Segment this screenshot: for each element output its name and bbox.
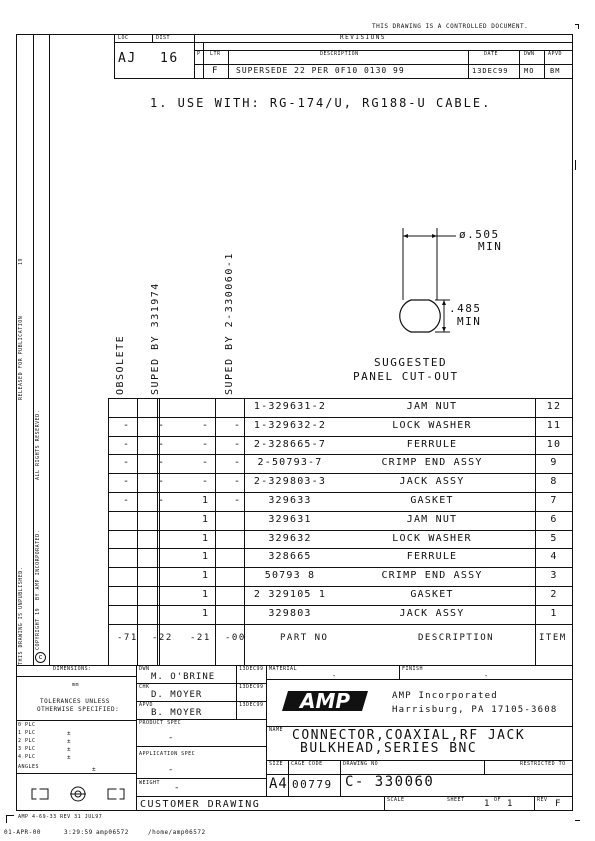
bom-qty-c2: -: [158, 495, 166, 506]
bom-qty-c4: -: [234, 457, 242, 469]
weight: -: [174, 783, 181, 793]
drawing-title-2: BULKHEAD,SERIES BNC: [300, 741, 478, 756]
bom-qty-c3: 1: [202, 513, 210, 525]
form-number: AMP 4-69-33 REV 31 JUL97: [18, 814, 103, 820]
bom-description: LOCK WASHER: [392, 419, 472, 431]
bom-item-number: 9: [550, 457, 558, 469]
corner-mark: [6, 815, 7, 823]
bom-qty-c1: -: [123, 457, 131, 469]
plc-3: 3 PLC: [18, 746, 36, 752]
sheet-number: 1: [484, 799, 491, 809]
rev-letter: F: [555, 799, 562, 809]
product-spec: -: [168, 733, 175, 743]
rev-date: 13DEC99: [472, 67, 509, 75]
corner-mark: [6, 815, 14, 816]
bom-qty-c1: -: [123, 495, 131, 506]
bom-item-number: 8: [550, 476, 558, 488]
bom-description: LOCK WASHER: [392, 532, 472, 544]
cable-note: 1. USE WITH: RG-174/U, RG188-U CABLE.: [150, 96, 492, 110]
bom-head-c2: -22: [152, 633, 173, 643]
product-spec-label: PRODUCT SPEC: [139, 720, 182, 726]
rev-ltr: F: [212, 66, 219, 76]
corner-mark: [575, 820, 580, 821]
bom-part-number: 2-329803-3: [253, 476, 327, 488]
company-name: AMP Incorporated: [392, 691, 498, 701]
bom-part-number: 2 329105 1: [253, 589, 327, 600]
application-spec-label: APPLICATION SPEC: [139, 751, 196, 757]
bom-description: JAM NUT: [406, 401, 458, 412]
cutout-diameter-min: MIN: [478, 240, 503, 253]
bom-head-c4: -00: [225, 633, 246, 643]
material-label: MATERIAL: [269, 666, 298, 672]
rev-apvd-label: APVD: [548, 51, 563, 57]
dimensions-title: DIMENSIONS:: [53, 666, 92, 672]
bom-qty-c1: -: [123, 438, 131, 450]
weight-label: WEIGHT: [139, 780, 161, 786]
cutout-diameter: ø.505: [459, 228, 500, 241]
drawing-no-label: DRAWING NO: [343, 761, 379, 767]
bom-description: FERRULE: [406, 438, 458, 450]
bom-qty-c2: -: [158, 476, 166, 488]
bom-head-desc: DESCRIPTION: [418, 633, 495, 643]
name-label: NAME: [269, 727, 284, 733]
plot-date: 01-APR-00: [4, 829, 42, 836]
margin-released: RELEASED FOR PUBLICATION: [18, 315, 24, 400]
corner-mark: [575, 160, 576, 170]
rev-dwn-label: DWN: [524, 51, 535, 57]
bom-item-number: 11: [546, 419, 562, 431]
bom-qty-c3: -: [202, 476, 210, 488]
chk-date: 13DEC99: [239, 684, 264, 690]
sheet-total: 1: [507, 799, 514, 809]
finish-label: FINISH: [402, 666, 424, 672]
cutout-caption-1: SUGGESTED: [374, 356, 448, 369]
bom-part-number: 1-329631-2: [253, 401, 327, 412]
bom-part-number: 329803: [268, 607, 312, 619]
bom-item-number: 1: [550, 607, 558, 619]
restricted-to-label: RESTRICTED TO: [520, 761, 566, 767]
controlled-document-note: THIS DRAWING IS A CONTROLLED DOCUMENT.: [372, 23, 529, 30]
bom-part-number: 329631: [268, 513, 312, 525]
bom-qty-c3: -: [202, 438, 210, 450]
apvd-date: 13DEC99: [239, 702, 264, 708]
size-label: SIZE: [269, 761, 284, 767]
dwn-name: M. O'BRINE: [151, 672, 216, 682]
plot-doc: amp06572: [96, 829, 129, 836]
bom-description: GASKET: [410, 589, 454, 600]
bom-item-number: 10: [546, 438, 562, 450]
bom-item-number: 7: [550, 495, 558, 506]
bom-head-c3: -21: [190, 633, 211, 643]
bom-qty-c2: -: [158, 457, 166, 469]
bom-qty-c1: -: [123, 476, 131, 488]
bom-qty-c2: -: [158, 419, 166, 431]
rev-p-label: P: [197, 51, 201, 57]
cutout-flat: .485: [449, 302, 482, 315]
corner-mark: [578, 24, 579, 29]
cutout-flat-min: MIN: [457, 315, 482, 328]
column-label-suped-by-331974: SUPED BY 331974: [150, 282, 161, 395]
bom-head-c1: -71: [117, 633, 138, 643]
bom-item-number: 6: [550, 513, 558, 525]
loc-label: LOC: [118, 35, 129, 41]
finish: -: [484, 672, 490, 680]
rev-date-label: DATE: [484, 51, 499, 57]
tolerances-line-2: OTHERWISE SPECIFIED:: [37, 706, 120, 713]
angles-label: ANGLES: [18, 764, 40, 770]
projection-symbol-icon: [30, 785, 128, 803]
plot-path: /home/amp06572: [148, 829, 206, 836]
bom-part-number: 328665: [268, 551, 312, 563]
bom-qty-c3: 1: [202, 532, 210, 544]
dwn-label: DWN: [139, 666, 150, 672]
bom-description: CRIMP END ASSY: [381, 570, 483, 582]
bom-description: FERRULE: [406, 551, 458, 563]
cutout-caption-2: PANEL CUT-OUT: [353, 370, 459, 383]
margin-unpublished: THIS DRAWING IS UNPUBLISHED.: [18, 566, 24, 665]
margin-copyright: BY AMP INCORPORATED.: [35, 529, 41, 600]
bom-qty-c4: -: [234, 495, 242, 506]
margin-copyright-year: COPYRIGHT 19: [35, 607, 41, 650]
tolerances-line-1: TOLERANCES UNLESS: [40, 698, 110, 705]
rev-desc-label: DESCRIPTION: [320, 51, 359, 57]
plot-time: 3:29:59: [64, 829, 93, 836]
rev-ltr-label: LTR: [210, 51, 221, 57]
bom-qty-c3: -: [202, 457, 210, 469]
amp-logo: [282, 689, 370, 713]
bom-qty-c3: 1: [202, 589, 210, 600]
dist-label: DIST: [156, 35, 171, 41]
margin-rights: ALL RIGHTS RESERVED.: [35, 409, 41, 480]
bom-qty-c4: -: [234, 438, 242, 450]
bom-item-number: 3: [550, 570, 558, 582]
customer-drawing: CUSTOMER DRAWING: [140, 799, 261, 810]
bom-description: JACK ASSY: [399, 476, 465, 488]
rev-label: REV: [537, 797, 548, 803]
drawing-title-1: CONNECTOR,COAXIAL,RF JACK: [292, 728, 526, 743]
sheet-label: SHEET: [447, 797, 465, 803]
cage-label: CAGE CODE: [291, 761, 323, 767]
bom-description: JACK ASSY: [399, 607, 465, 619]
bom-item-number: 12: [546, 401, 562, 412]
bom-part-number: 329633: [268, 495, 312, 506]
bom-qty-c3: 1: [202, 607, 210, 619]
bom-description: GASKET: [410, 495, 454, 506]
apvd-name: B. MOYER: [151, 708, 203, 718]
rev-apvd: BM: [550, 67, 561, 75]
bom-item-number: 4: [550, 551, 558, 563]
bom-description: JAM NUT: [406, 513, 458, 525]
cage-code: 00779: [292, 778, 333, 791]
column-label-obsolete: OBSOLETE: [115, 334, 126, 395]
bom-qty-c1: -: [123, 419, 131, 431]
dwn-date: 13DEC99: [239, 666, 264, 672]
bom-part-number: 2-328665-7: [253, 438, 327, 450]
bom-part-number: 329632: [268, 532, 312, 544]
bom-item-number: 2: [550, 589, 558, 600]
dimensions-unit: mm: [72, 682, 80, 688]
material: -: [332, 672, 338, 680]
bom-qty-c3: 1: [202, 551, 210, 563]
plc-2: 2 PLC: [18, 738, 36, 744]
drawing-number: C- 330060: [345, 774, 435, 790]
apvd-label: APVD: [139, 702, 154, 708]
bom-qty-c3: -: [202, 419, 210, 431]
bom-qty-c3: 1: [202, 570, 210, 582]
size: A4: [269, 776, 288, 792]
bom-description: CRIMP END ASSY: [381, 457, 483, 469]
bom-head-part: PART NO: [280, 633, 329, 643]
column-label-suped-by-2-330060: SUPED BY 2-330060-1: [224, 252, 235, 395]
bom-part-number: 50793 8: [264, 570, 316, 582]
plc-4: 4 PLC: [18, 754, 36, 760]
bom-item-number: 5: [550, 532, 558, 544]
chk-name: D. MOYER: [151, 690, 203, 700]
bom-qty-c3: 1: [202, 495, 210, 506]
plc-0: 0 PLC: [18, 722, 36, 728]
rev-description: SUPERSEDE 22 PER 0F10 0130 99: [236, 66, 405, 75]
copyright-icon: c: [35, 652, 46, 663]
revisions-title: REVISIONS: [340, 34, 387, 41]
of-label: OF: [494, 797, 502, 803]
bom-part-number: 2-50793-7: [257, 457, 323, 469]
margin-text-year: 19: [18, 257, 24, 265]
dist-value: 16: [160, 51, 179, 66]
chk-label: CHK: [139, 684, 150, 690]
bom-qty-c4: -: [234, 419, 242, 431]
bom-part-number: 1-329632-2: [253, 419, 327, 431]
application-spec: -: [168, 765, 175, 775]
scale-label: SCALE: [387, 797, 405, 803]
loc-value: AJ: [118, 51, 137, 66]
plc-1: 1 PLC: [18, 730, 36, 736]
company-city: Harrisburg, PA 17105-3608: [392, 705, 558, 715]
rev-dwn: MO: [524, 67, 535, 75]
svg-text:AMP: AMP: [299, 689, 351, 713]
bom-qty-c2: -: [158, 438, 166, 450]
bom-qty-c4: -: [234, 476, 242, 488]
bom-head-item: ITEM: [539, 633, 567, 643]
